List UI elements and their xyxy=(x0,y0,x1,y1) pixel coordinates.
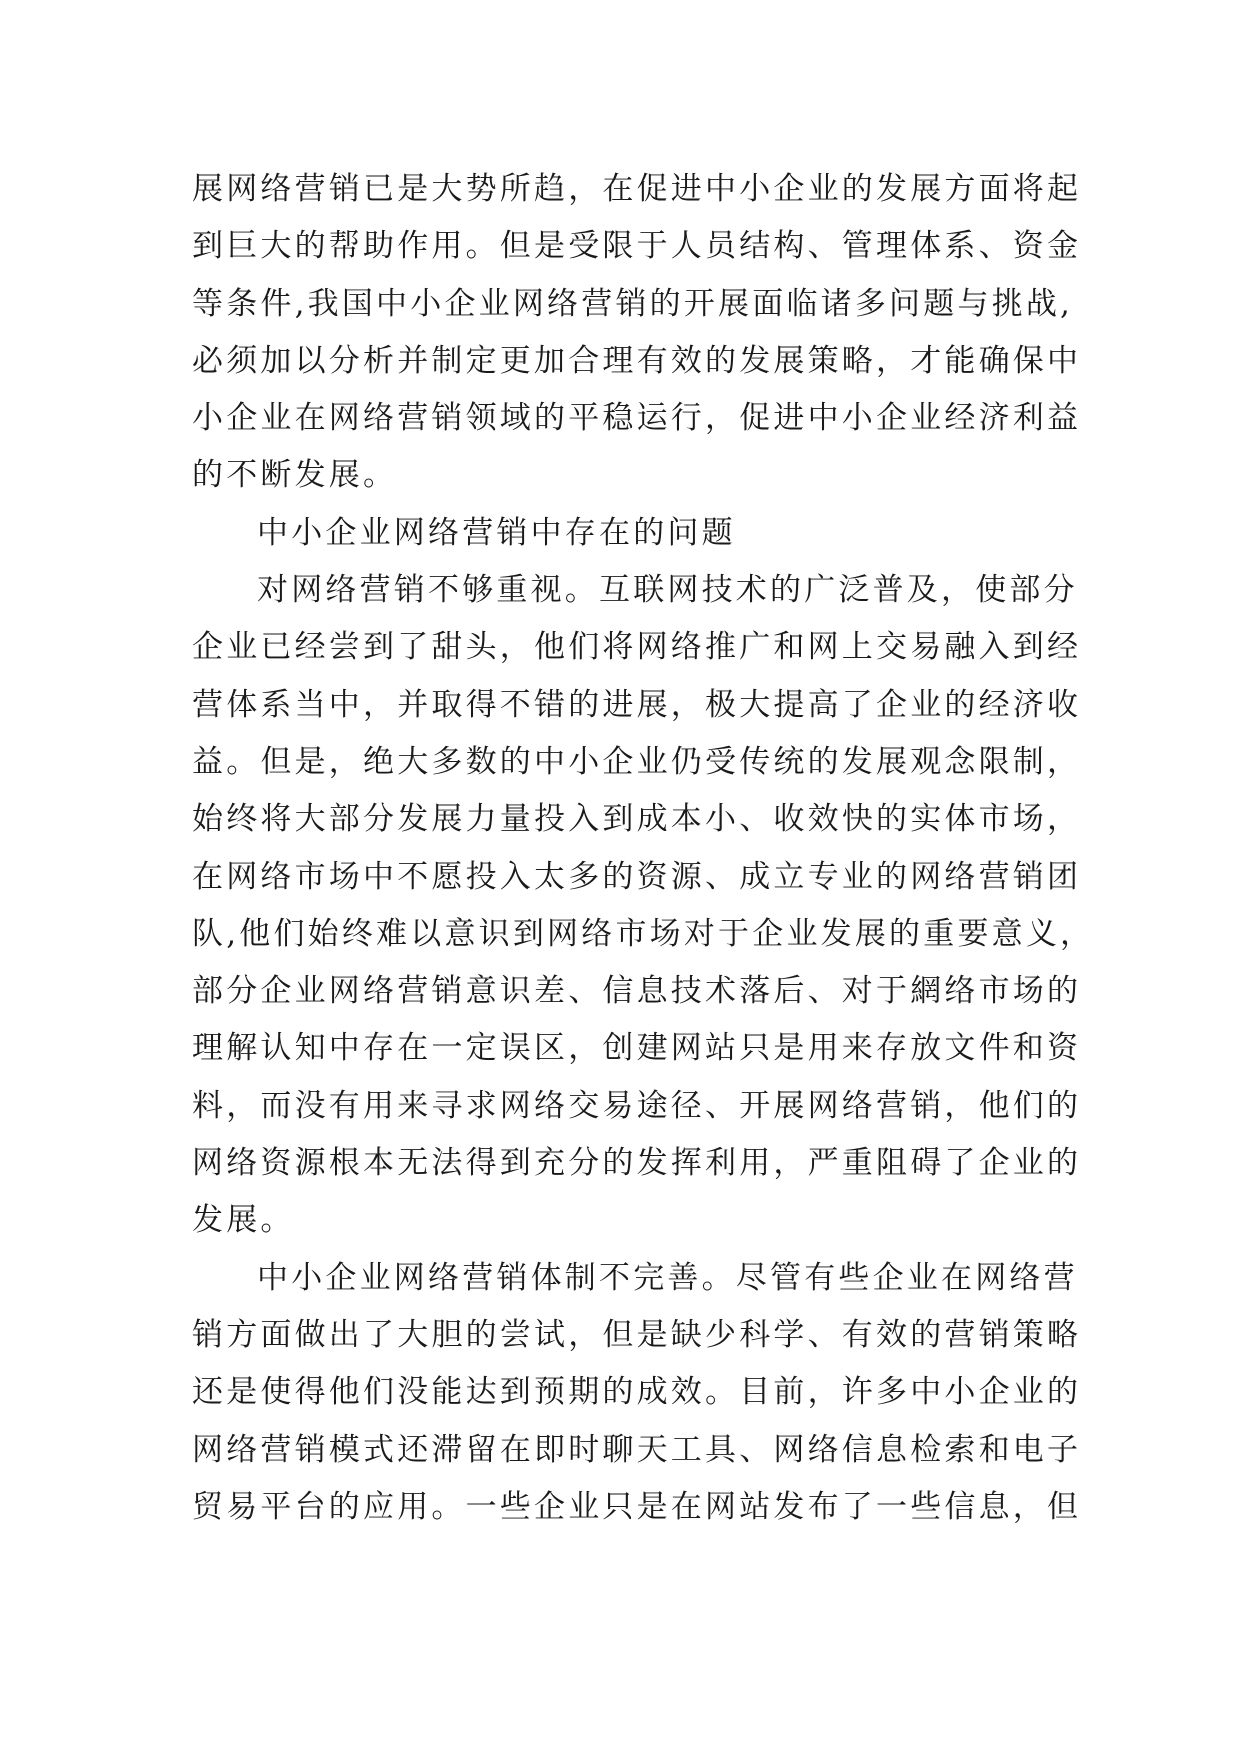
text-line: 企业已经尝到了甜头，他们将网络推广和网上交易融入到经 xyxy=(192,629,1082,666)
paragraph xyxy=(192,1250,1092,1536)
text-line: 理解认知中存在一定误区，创建网站只是用来存放文件和资 xyxy=(192,1030,1082,1067)
text-line: 对网络营销不够重视。互联网技术的广泛普及，使部分 xyxy=(257,572,1078,609)
text-line: 发展。 xyxy=(192,1202,295,1239)
document-body xyxy=(192,161,1095,1536)
paragraph xyxy=(192,161,1092,505)
paragraph xyxy=(192,505,1092,562)
text-line: 始终将大部分发展力量投入到成本小、收效快的实体市场， xyxy=(192,801,1082,838)
text-line: 的不断发展。 xyxy=(192,457,398,494)
paragraph xyxy=(192,562,1095,1250)
text-line: 到巨大的帮助作用。但是受限于人员结构、管理体系、资金 xyxy=(192,228,1082,265)
text-line: 网络资源根本无法得到充分的发挥利用，严重阻碍了企业的 xyxy=(192,1145,1082,1182)
text-line: 部分企业网络营销意识差、信息技术落后、对于網络市场的 xyxy=(192,973,1082,1010)
text-line: 中小企业网络营销体制不完善。尽管有些企业在网络营 xyxy=(257,1259,1078,1296)
text-line: 中小企业网络营销中存在的问题 xyxy=(257,514,736,551)
text-line: 在网络市场中不愿投入太多的资源、成立专业的网络营销团 xyxy=(192,858,1082,895)
text-line: 益。但是，绝大多数的中小企业仍受传统的发展观念限制， xyxy=(192,743,1082,780)
text-line: 等条件,我国中小企业网络营销的开展面临诸多问题与挑战, xyxy=(192,285,1074,322)
text-line: 展网络营销已是大势所趋，在促进中小企业的发展方面将起 xyxy=(192,171,1082,207)
text-line: 贸易平台的应用。一些企业只是在网站发布了一些信息，但 xyxy=(192,1488,1082,1525)
text-line: 队,他们始终难以意识到网络市场对于企业发展的重要意义， xyxy=(192,915,1095,952)
text-line: 必须加以分析并制定更加合理有效的发展策略，才能确保中 xyxy=(192,342,1082,379)
text-line: 销方面做出了大胆的尝试，但是缺少科学、有效的营销策略 xyxy=(192,1316,1082,1353)
text-line: 营体系当中，并取得不错的进展，极大提高了企业的经济收 xyxy=(192,686,1082,723)
text-line: 料，而没有用来寻求网络交易途径、开展网络营销，他们的 xyxy=(192,1087,1082,1124)
text-line: 还是使得他们没能达到预期的成效。目前，许多中小企业的 xyxy=(192,1374,1082,1411)
text-line: 网络营销模式还滞留在即时聊天工具、网络信息检索和电子 xyxy=(192,1431,1082,1468)
text-line: 小企业在网络营销领域的平稳运行，促进中小企业经济利益 xyxy=(192,400,1082,437)
